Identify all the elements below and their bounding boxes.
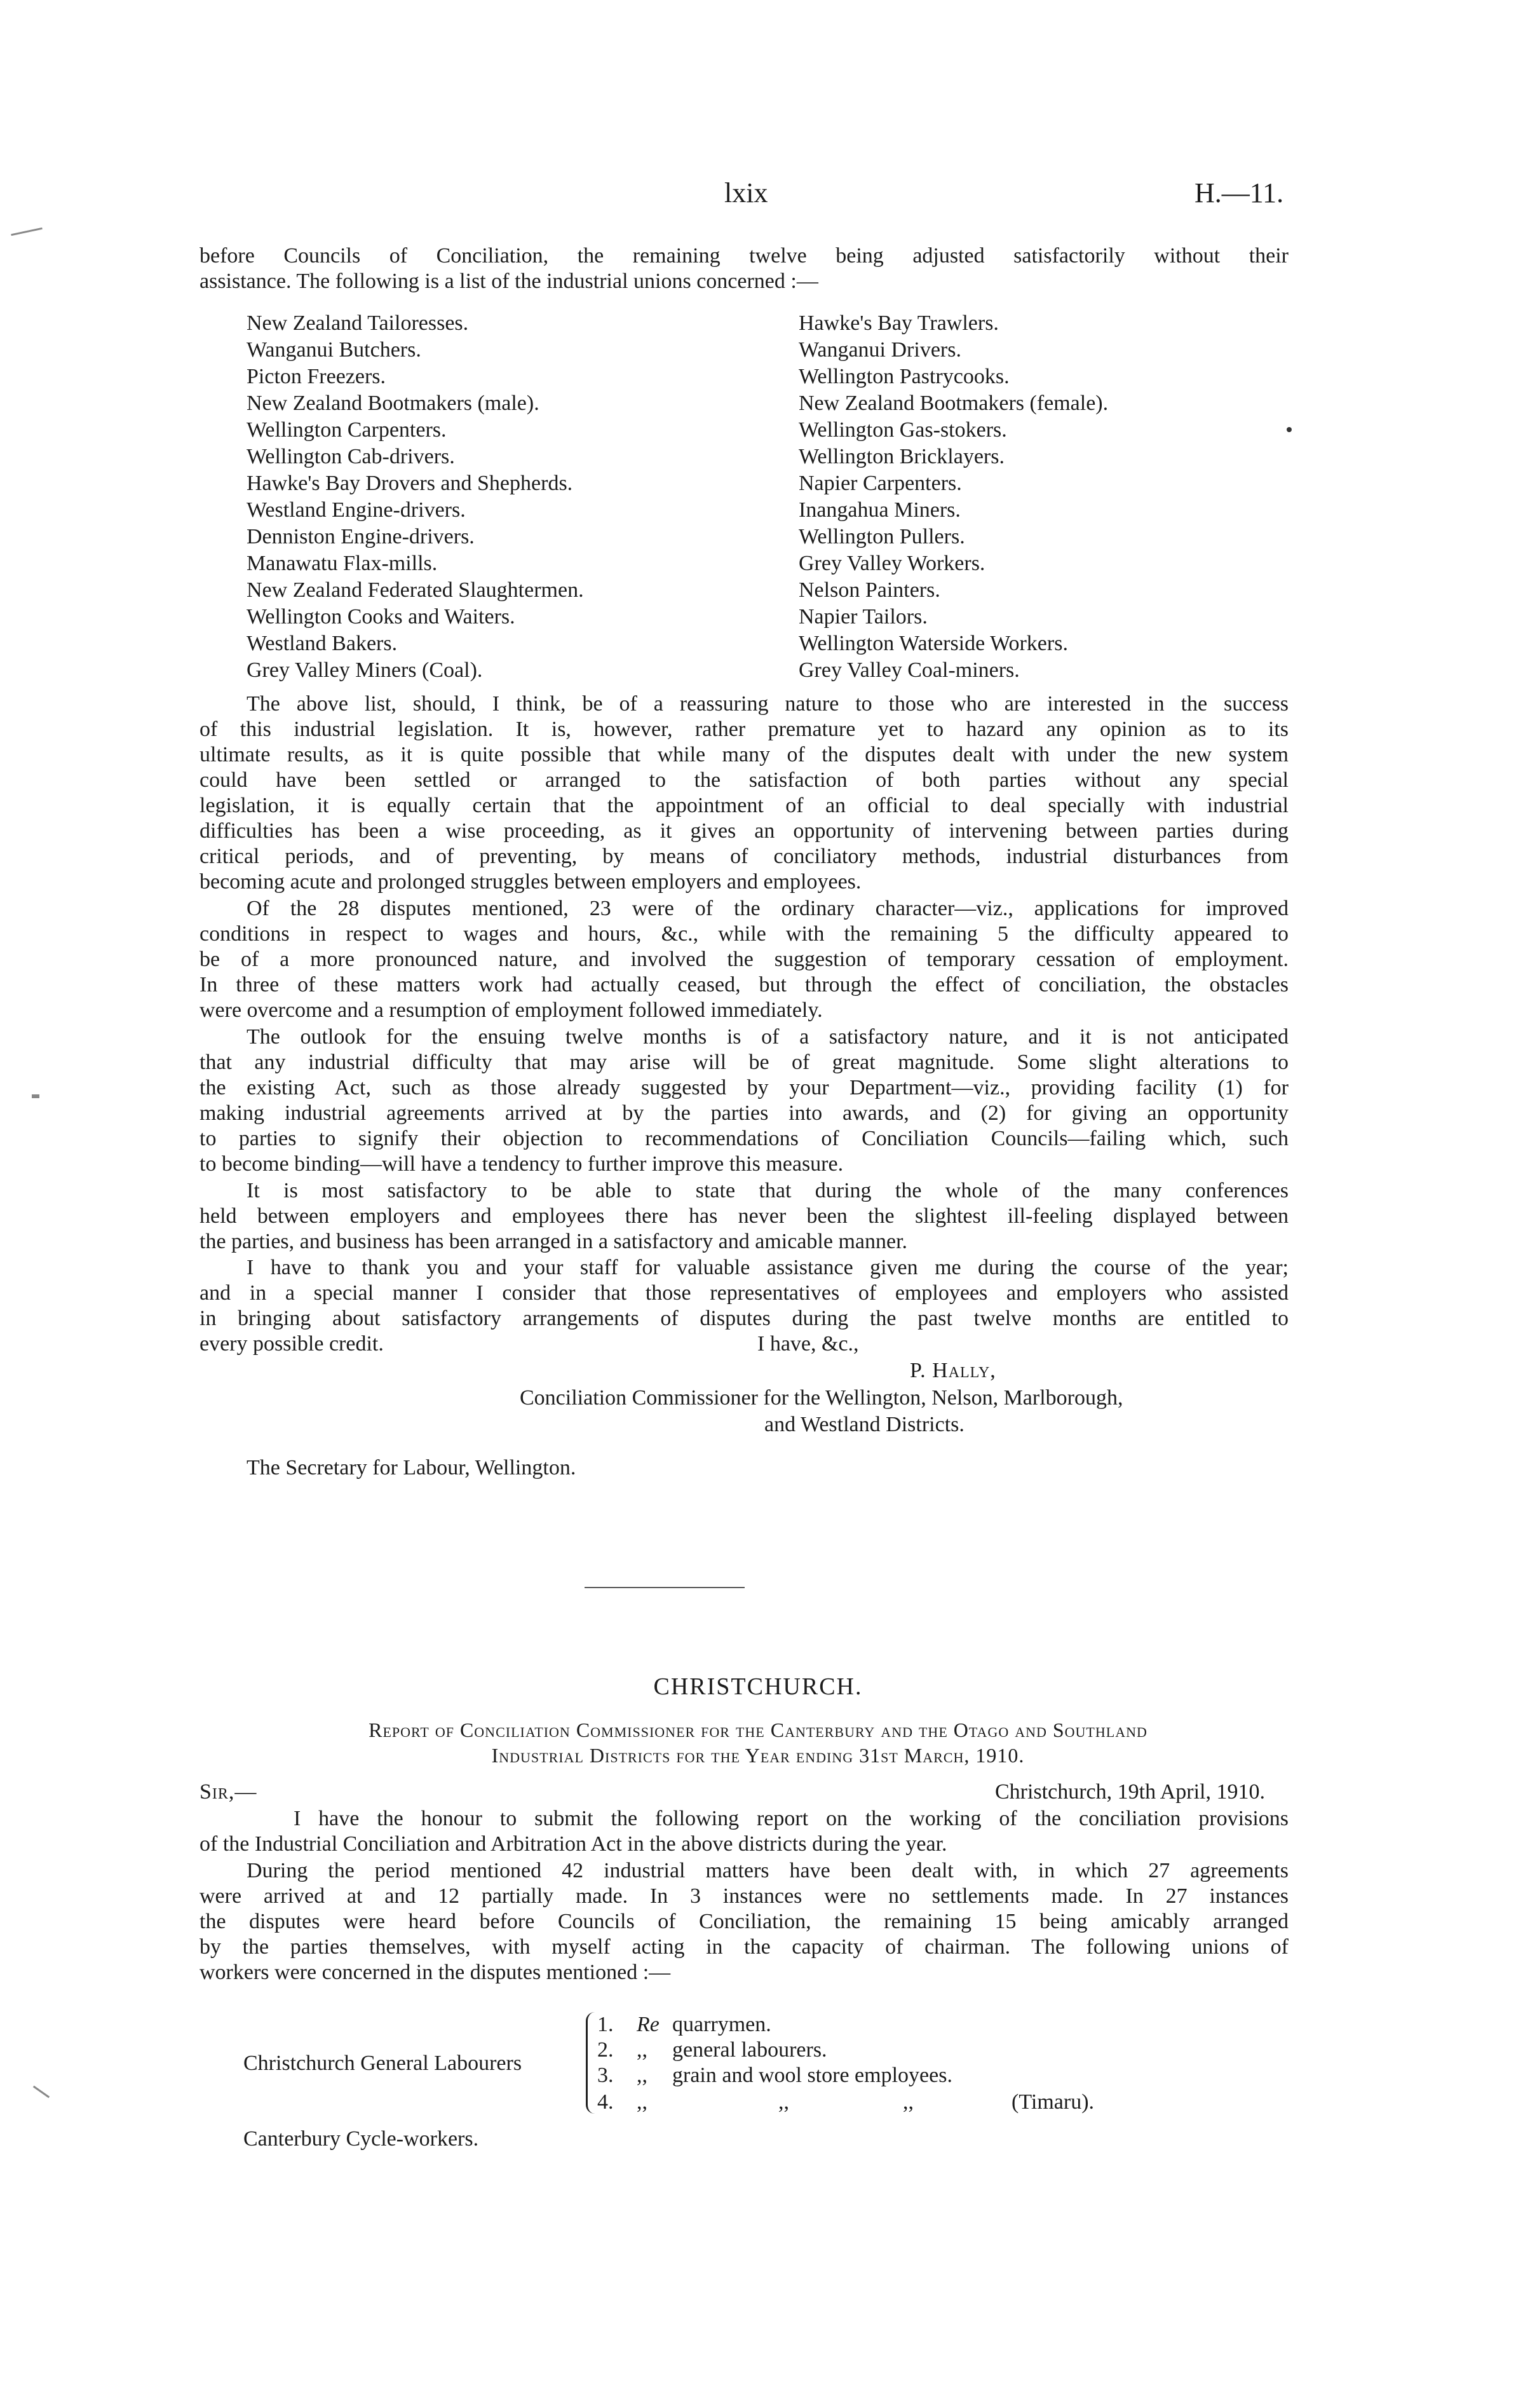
scan-speck bbox=[33, 2086, 50, 2098]
body-line: workers were concerned in the disputes mentioned :— bbox=[200, 1961, 671, 1984]
list-item: Grey Valley Miners (Coal). bbox=[247, 658, 483, 682]
list-item: Wellington Cooks and Waiters. bbox=[247, 605, 515, 629]
item-text: grain and wool store employees. bbox=[672, 2064, 952, 2087]
list-item: New Zealand Bootmakers (female). bbox=[799, 391, 1109, 415]
signature-title: Conciliation Commissioner for the Wellington, Nelson, Marlborough, bbox=[520, 1386, 1123, 1410]
list-item: Grey Valley Workers. bbox=[799, 552, 985, 575]
ditto-mark: ,, bbox=[637, 2064, 647, 2087]
body-line: the existing Act, such as those already suggested by your Department—viz., providing facility (1) for bbox=[200, 1076, 1289, 1099]
union-name: Christchurch General Labourers bbox=[243, 2051, 522, 2075]
body-line: of the Industrial Conciliation and Arbitration Act in the above districts during the year. bbox=[200, 1832, 947, 1856]
place-date: Christchurch, 19th April, 1910. bbox=[995, 1780, 1265, 1804]
list-item: Manawatu Flax-mills. bbox=[247, 552, 438, 575]
body-line: During the period mentioned 42 industrial matters have been dealt with, in which 27 agreements bbox=[247, 1859, 1289, 1882]
body-line: to parties to signify their objection to recommendations of Conciliation Councils—failing which, such bbox=[200, 1127, 1289, 1150]
body-line: difficulties has been a wise proceeding, as it gives an opportunity of intervening between parties during bbox=[200, 819, 1289, 843]
list-item: Wanganui Drivers. bbox=[799, 338, 961, 362]
union-name: Canterbury Cycle-workers. bbox=[243, 2127, 479, 2151]
list-item: New Zealand Bootmakers (male). bbox=[247, 391, 539, 415]
body-line: conditions in respect to wages and hours, &c., while with the remaining 5 the difficulty appeared to bbox=[200, 922, 1289, 946]
body-line: the parties, and business has been arranged in a satisfactory and amicable manner. bbox=[200, 1230, 908, 1253]
section-title: CHRISTCHURCH. bbox=[653, 1673, 863, 1700]
signature: P. Hally, bbox=[910, 1359, 996, 1382]
signature-title: and Westland Districts. bbox=[764, 1413, 964, 1436]
item-text: quarrymen. bbox=[672, 2013, 771, 2036]
body-line: making industrial agreements arrived at by the parties into awards, and (2) for giving an opportunity bbox=[200, 1101, 1289, 1125]
ditto-mark: ,, bbox=[637, 2090, 647, 2114]
list-item: Wanganui Butchers. bbox=[247, 338, 421, 362]
body-line: could have been settled or arranged to the satisfaction of both parties without any special bbox=[200, 768, 1289, 792]
ditto-mark: Re bbox=[637, 2013, 660, 2036]
list-item: Picton Freezers. bbox=[247, 365, 386, 388]
item-number: 3. bbox=[597, 2064, 614, 2087]
item-number: 1. bbox=[597, 2013, 614, 2036]
item-number: 4. bbox=[597, 2090, 614, 2114]
body-line: of this industrial legislation. It is, however, rather premature yet to hazard any opinion as to its bbox=[200, 718, 1289, 741]
list-item: Inangahua Miners. bbox=[799, 498, 961, 522]
body-line: were arrived at and 12 partially made. In 3 instances were no settlements made. In 27 instances bbox=[200, 1884, 1289, 1908]
list-item: New Zealand Federated Slaughtermen. bbox=[247, 578, 584, 602]
body-line: critical periods, and of preventing, by means of conciliatory methods, industrial disturbances from bbox=[200, 845, 1289, 868]
list-item: Wellington Cab-drivers. bbox=[247, 445, 455, 468]
body-line: It is most satisfactory to be able to state that during the whole of the many conferences bbox=[247, 1179, 1289, 1202]
body-line: In three of these matters work had actually ceased, but through the effect of conciliation, the obstacles bbox=[200, 973, 1289, 997]
salutation: Sir,— bbox=[200, 1780, 257, 1804]
list-item: Hawke's Bay Drovers and Shepherds. bbox=[247, 472, 573, 495]
body-line: that any industrial difficulty that may arise will be of great magnitude. Some slight alterations to bbox=[200, 1051, 1289, 1074]
body-line: I have the honour to submit the following report on the working of the conciliation provisions bbox=[294, 1807, 1289, 1830]
ditto-mark: ,, bbox=[903, 2090, 914, 2114]
unions-left-column bbox=[247, 310, 584, 684]
list-item: Wellington Carpenters. bbox=[247, 418, 447, 442]
list-item: Wellington Waterside Workers. bbox=[799, 632, 1068, 655]
list-item: Hawke's Bay Trawlers. bbox=[799, 311, 999, 335]
list-item: Denniston Engine-drivers. bbox=[247, 525, 475, 548]
list-item: Wellington Pullers. bbox=[799, 525, 965, 548]
body-line: ultimate results, as it is quite possible that while many of the disputes dealt with under the new system bbox=[200, 743, 1289, 766]
ditto-mark: ,, bbox=[778, 2090, 789, 2114]
page-number: lxix bbox=[724, 177, 768, 208]
body-line: Of the 28 disputes mentioned, 23 were of the ordinary character—viz., applications for improved bbox=[247, 897, 1289, 920]
section-divider bbox=[585, 1587, 745, 1588]
body-line: The above list, should, I think, be of a reassuring nature to those who are interested in the success bbox=[247, 692, 1289, 716]
body-line: be of a more pronounced nature, and involved the suggestion of temporary cessation of employment. bbox=[200, 948, 1289, 971]
list-item: Napier Tailors. bbox=[799, 605, 928, 629]
item-text: (Timaru). bbox=[1012, 2090, 1095, 2114]
list-item: Westland Bakers. bbox=[247, 632, 398, 655]
body-line: I have to thank you and your staff for valuable assistance given me during the course of the year; bbox=[247, 1256, 1289, 1279]
closing: I have, &c., bbox=[757, 1332, 859, 1356]
body-line: every possible credit. bbox=[200, 1332, 384, 1356]
item-number: 2. bbox=[597, 2038, 614, 2062]
item-text: general labourers. bbox=[672, 2038, 827, 2062]
scan-speck bbox=[32, 1094, 39, 1098]
body-line: the disputes were heard before Councils of Conciliation, the remaining 15 being amicably arranged bbox=[200, 1910, 1289, 1933]
scan-speck bbox=[1287, 427, 1292, 432]
ditto-mark: ,, bbox=[637, 2038, 647, 2062]
document-reference: H.—11. bbox=[1195, 177, 1284, 208]
body-line: before Councils of Conciliation, the remaining twelve being adjusted satisfactorily without their bbox=[200, 244, 1289, 268]
body-line: legislation, it is equally certain that the appointment of an official to deal specially with industrial bbox=[200, 794, 1289, 817]
list-item: Nelson Painters. bbox=[799, 578, 940, 602]
body-line: becoming acute and prolonged struggles between employers and employees. bbox=[200, 870, 862, 894]
scan-speck bbox=[11, 228, 43, 236]
body-line: to become binding—will have a tendency to further improve this measure. bbox=[200, 1152, 844, 1176]
list-item: Wellington Pastrycooks. bbox=[799, 365, 1010, 388]
list-item: New Zealand Tailoresses. bbox=[247, 311, 469, 335]
list-item: Napier Carpenters. bbox=[799, 472, 962, 495]
body-line: and in a special manner I consider that those representatives of employees and employers who assisted bbox=[200, 1281, 1289, 1305]
body-line: assistance. The following is a list of the industrial unions concerned :— bbox=[200, 269, 818, 293]
body-line: were overcome and a resumption of employment followed immediately. bbox=[200, 998, 823, 1022]
body-line: held between employers and employees there has never been the slightest ill-feeling displayed between bbox=[200, 1204, 1289, 1228]
body-line: The outlook for the ensuing twelve months is of a satisfactory nature, and it is not anticipated bbox=[247, 1025, 1289, 1049]
list-item: Westland Engine-drivers. bbox=[247, 498, 466, 522]
list-item: Grey Valley Coal-miners. bbox=[799, 658, 1020, 682]
body-line: in bringing about satisfactory arrangements of disputes during the past twelve months are entitled to bbox=[200, 1307, 1289, 1330]
report-title: Industrial Districts for the Year ending 31st March, 1910. bbox=[491, 1744, 1025, 1767]
report-title: Report of Conciliation Commissioner for the Canterbury and the Otago and Southland bbox=[369, 1718, 1147, 1741]
body-line: by the parties themselves, with myself acting in the capacity of chairman. The following unions of bbox=[200, 1935, 1289, 1959]
addressee: The Secretary for Labour, Wellington. bbox=[247, 1456, 576, 1479]
unions-right-column bbox=[799, 310, 1108, 684]
list-item: Wellington Gas-stokers. bbox=[799, 418, 1007, 442]
list-item: Wellington Bricklayers. bbox=[799, 445, 1005, 468]
